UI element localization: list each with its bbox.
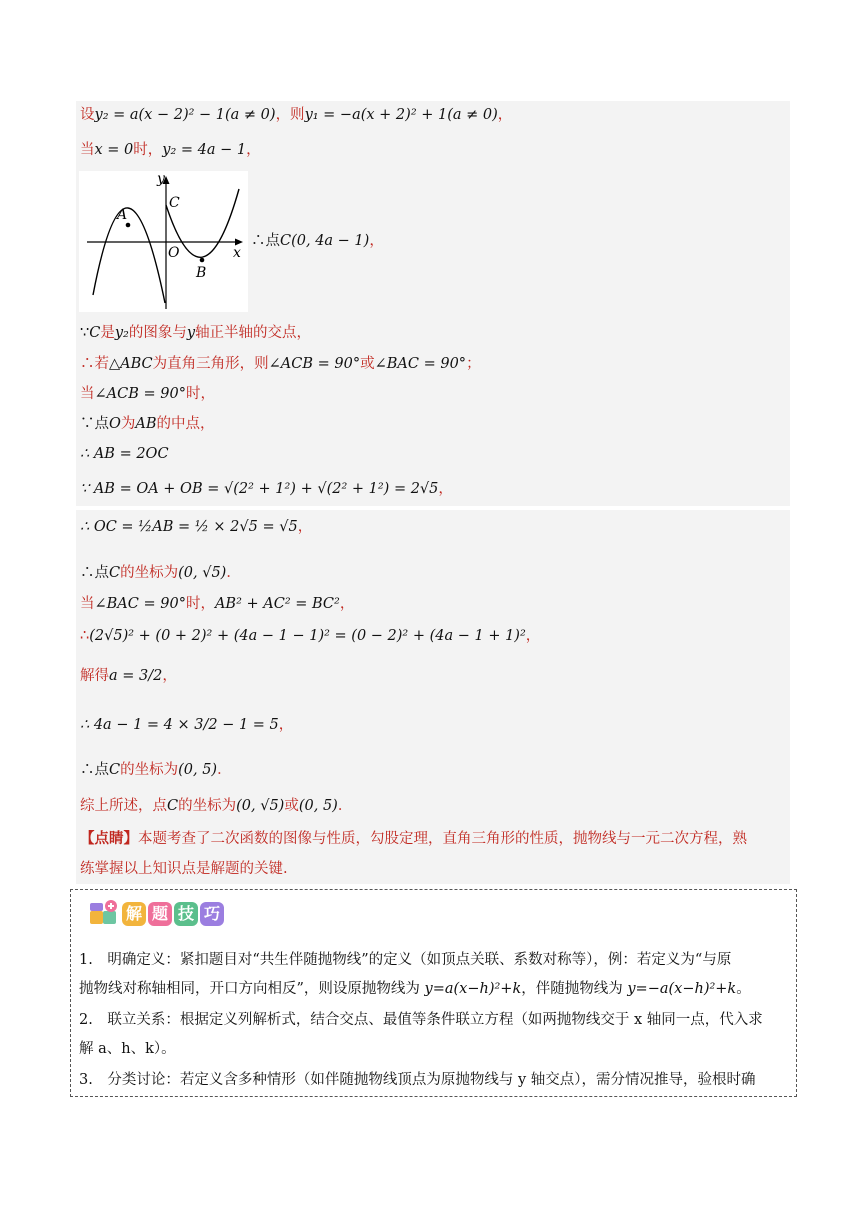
- line-6: 当∠ACB = 90°时，: [80, 386, 215, 402]
- line-13: ∴(2√5)² + (0 + 2)² + (4a − 1 − 1)² = (0 − 2)² + (4a − 1 + 1)²，: [80, 628, 541, 644]
- line-3: ∴点C(0, 4a − 1)，: [251, 233, 384, 249]
- parabola-y1: [93, 208, 165, 303]
- label-x: x: [233, 245, 241, 261]
- line-15: ∴ 4a − 1 = 4 × 3/2 − 1 = 5，: [80, 717, 294, 733]
- label-c: C: [169, 195, 180, 211]
- line-16: ∴点C的坐标为(0, 5)．: [80, 762, 232, 778]
- label-y: y: [157, 171, 165, 187]
- label-a: A: [117, 207, 128, 223]
- line-7: ∵点O为AB的中点，: [80, 416, 215, 432]
- note-tag: 【点睛】: [80, 830, 138, 847]
- line-10: ∴ OC = ½AB = ½ × 2√5 = √5，: [80, 519, 313, 535]
- point-a: [126, 223, 131, 228]
- line-8: ∴ AB = 2OC: [80, 446, 169, 462]
- line-14: 解得a = 3/2，: [80, 668, 177, 684]
- tip-1-line-1: 1. 明确定义：紧扣题目对“共生伴随抛物线”的定义（如顶点关联、系数对称等），例：若定义为“与原: [79, 952, 732, 968]
- tip-2-line-2: 解 a、h、k）。: [79, 1041, 176, 1057]
- line-11: ∴点C的坐标为(0, √5)．: [80, 565, 241, 581]
- line-17: 综上所述，点C的坐标为(0, √5)或(0, 5)．: [80, 798, 353, 814]
- graph-svg: [79, 171, 248, 312]
- tip-3-line-1: 3. 分类讨论：若定义含多种情形（如伴随抛物线顶点为原抛物线与 y 轴交点），需分情况推导，验根时确: [79, 1072, 756, 1088]
- line-9: ∵ AB = OA + OB = √(2² + 1²) + √(2² + 1²) = 2√5，: [80, 481, 453, 497]
- puzzle-icon: [88, 899, 122, 929]
- label-o: O: [168, 245, 180, 261]
- badge-char-4: 巧: [200, 902, 224, 926]
- line-4: ∵C是y₂的图象与y轴正半轴的交点，: [80, 325, 312, 341]
- tip-1-line-2: 抛物线对称轴相同，开口方向相反”，则设原抛物线为 y=a(x−h)²+k，伴随抛物线为 y=−a(x−h)²+k。: [79, 981, 751, 997]
- tip-2-line-1: 2. 联立关系：根据定义列解析式，结合交点、最值等条件联立方程（如两抛物线交于 x 轴同一点，代入求: [79, 1012, 763, 1028]
- line-5: ∴若△ABC为直角三角形，则∠ACB = 90°或∠BAC = 90°；: [80, 356, 481, 372]
- badge-char-3: 技: [174, 902, 198, 926]
- note-line-2: 练掌握以上知识点是解题的关键.: [80, 861, 288, 877]
- note-line-1: 【点睛】本题考查了二次函数的图像与性质，勾股定理，直角三角形的性质，抛物线与一元二次方程，熟: [80, 830, 747, 847]
- point-b: [200, 258, 205, 263]
- line-1: 设y₂ = a(x − 2)² − 1(a ≠ 0)，则y₁ = −a(x + 2)² + 1(a ≠ 0)，: [80, 107, 513, 123]
- badge-char-2: 题: [148, 902, 172, 926]
- line-12: 当∠BAC = 90°时，AB² + AC² = BC²，: [80, 596, 355, 612]
- parabola-graph: [79, 171, 248, 312]
- badge-char-1: 解: [122, 902, 146, 926]
- label-b: B: [196, 265, 207, 281]
- line-2: 当x = 0时，y₂ = 4a − 1，: [80, 142, 261, 158]
- tips-badge: [88, 897, 226, 931]
